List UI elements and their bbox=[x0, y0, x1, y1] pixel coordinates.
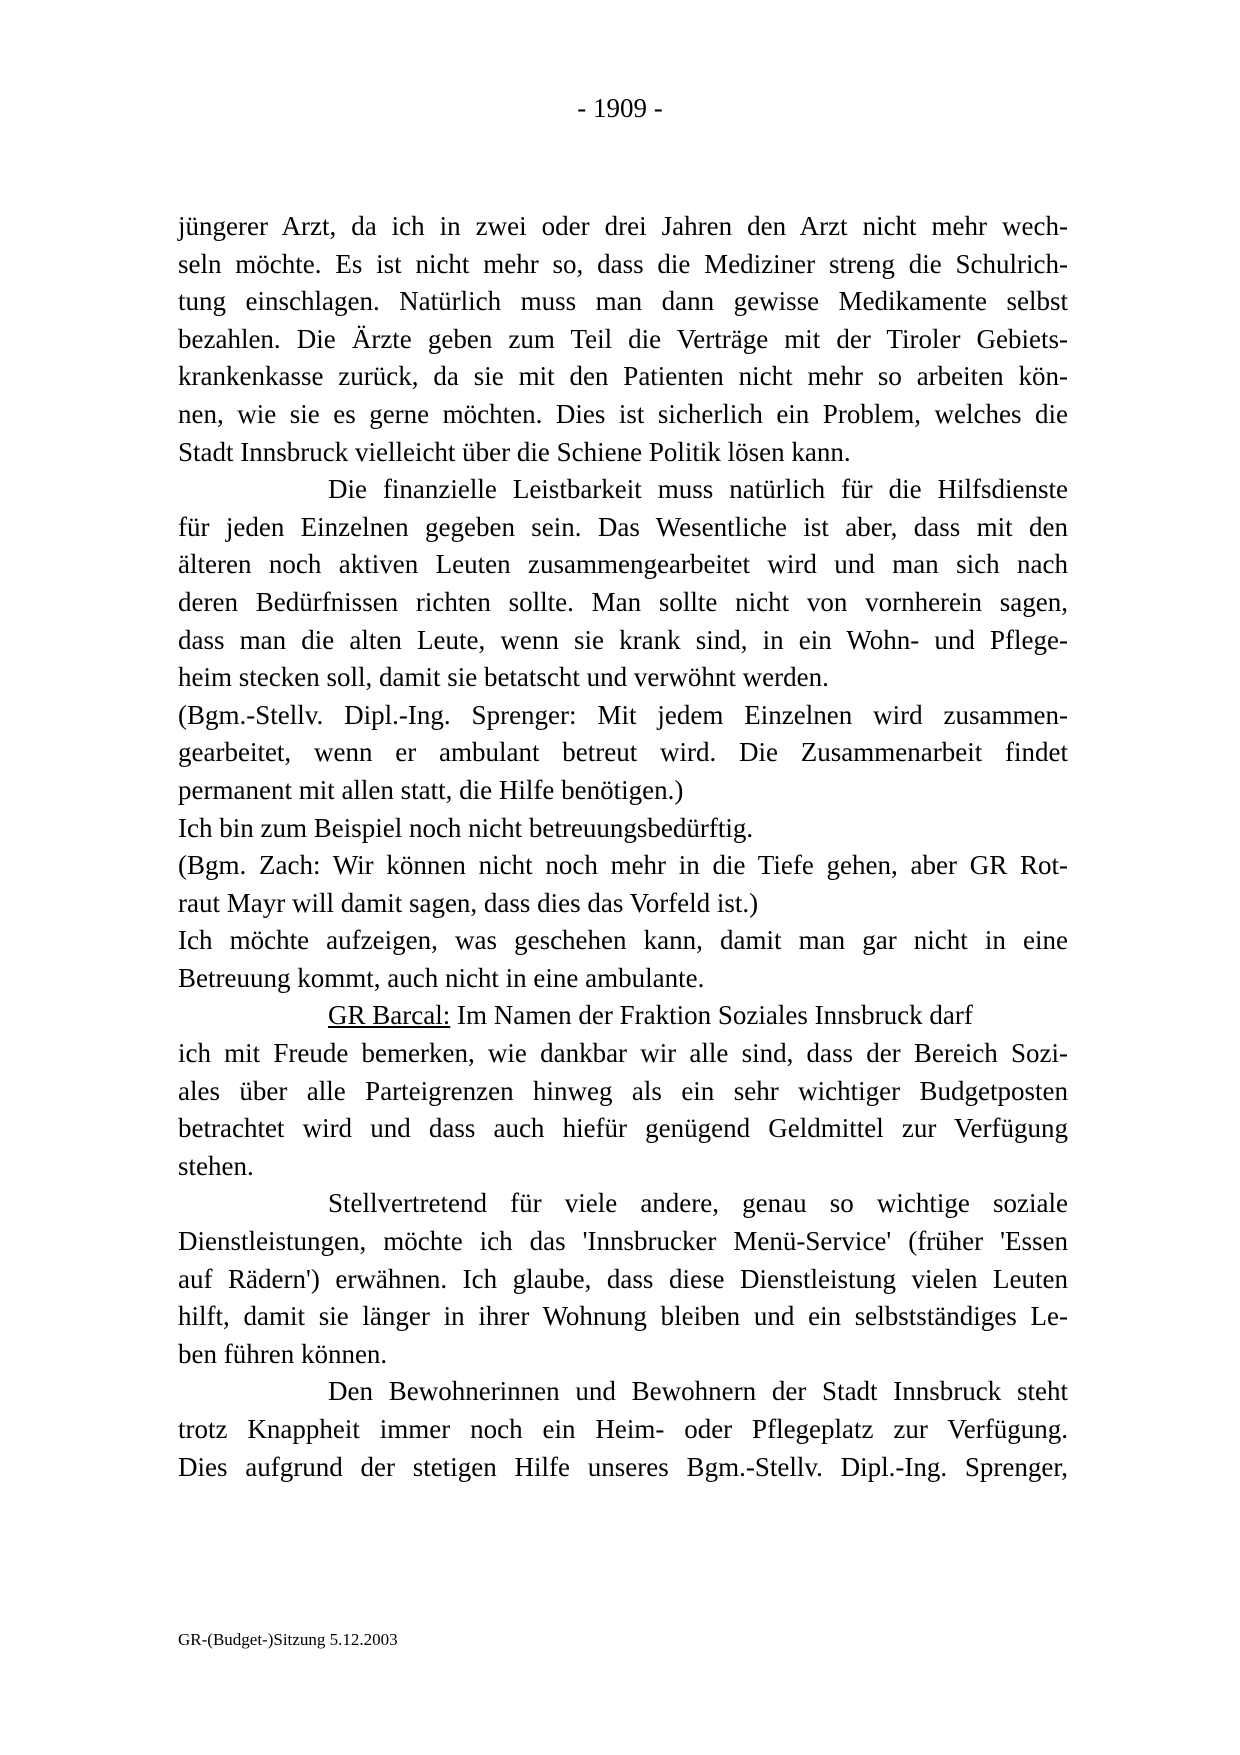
text-line: betrachtet wird und dass auch hiefür genügend Geldmittel zur Verfügung bbox=[178, 1113, 1068, 1144]
text-line: trotz Knappheit immer noch ein Heim- oder Pflegeplatz zur Verfügung. bbox=[178, 1414, 1068, 1444]
text-line: stehen. bbox=[178, 1150, 254, 1181]
text-line: Ich bin zum Beispiel noch nicht betreuungsbedürftig. bbox=[178, 812, 754, 843]
text-line: gearbeitet, wenn er ambulant betreut wird. Die Zusammenarbeit findet bbox=[178, 737, 1068, 768]
text-line: raut Mayr will damit sagen, dass dies das Vorfeld ist.) bbox=[178, 887, 759, 918]
text-line: älteren noch aktiven Leuten zusammengearbeitet wird und man sich nach bbox=[178, 549, 1068, 580]
footer-session-info: GR-(Budget-)Sitzung 5.12.2003 bbox=[178, 1630, 398, 1649]
text-line: dass man die alten Leute, wenn sie krank sind, in ein Wohn- und Pflege- bbox=[178, 624, 1068, 655]
text-line: tung einschlagen. Natürlich muss man dann gewisse Medikamente selbst bbox=[178, 286, 1068, 317]
text-line: krankenkasse zurück, da sie mit den Patienten nicht mehr so arbeiten kön- bbox=[178, 361, 1068, 392]
text-line: ben führen können. bbox=[178, 1338, 388, 1369]
text-line: Stellvertretend für viele andere, genau so wichtige soziale bbox=[328, 1188, 1068, 1219]
text-line: Den Bewohnerinnen und Bewohnern der Stadt Innsbruck steht bbox=[328, 1376, 1068, 1407]
text-line: (Bgm. Zach: Wir können nicht noch mehr in die Tiefe gehen, aber GR Rot- bbox=[178, 850, 1068, 881]
text-line: Betreuung kommt, auch nicht in eine ambulante. bbox=[178, 962, 705, 993]
text-line: für jeden Einzelnen gegeben sein. Das Wesentliche ist aber, dass mit den bbox=[178, 511, 1068, 542]
speaker-line bbox=[178, 997, 1068, 1035]
text-line: bezahlen. Die Ärzte geben zum Teil die Verträge mit der Tiroler Gebiets- bbox=[178, 323, 1068, 354]
text-line: Stadt Innsbruck vielleicht über die Schiene Politik lösen kann. bbox=[178, 436, 851, 467]
text-line: seln möchte. Es ist nicht mehr so, dass die Mediziner streng die Schulrich- bbox=[178, 248, 1068, 279]
text-line: deren Bedürfnissen richten sollte. Man sollte nicht von vornherein sagen, bbox=[178, 586, 1068, 617]
text-line: Die finanzielle Leistbarkeit muss natürlich für die Hilfsdienste bbox=[328, 474, 1068, 505]
text-line: hilft, damit sie länger in ihrer Wohnung bleiben und ein selbstständiges Le- bbox=[178, 1301, 1068, 1332]
text-line: (Bgm.-Stellv. Dipl.-Ing. Sprenger: Mit jedem Einzelnen wird zusammen- bbox=[178, 699, 1068, 730]
speaker-name: GR Barcal: bbox=[328, 1000, 451, 1031]
speaker-line-text: Im Namen der Fraktion Soziales Innsbruck darf bbox=[450, 1000, 973, 1031]
text-line: ich mit Freude bemerken, wie dankbar wir alle sind, dass der Bereich Sozi- bbox=[178, 1038, 1068, 1069]
text-line: Dies aufgrund der stetigen Hilfe unseres Bgm.-Stellv. Dipl.-Ing. Sprenger, bbox=[178, 1451, 1068, 1482]
text-line: heim stecken soll, damit sie betatscht und verwöhnt werden. bbox=[178, 662, 829, 693]
text-line: jüngerer Arzt, da ich in zwei oder drei Jahren den Arzt nicht mehr wech- bbox=[178, 211, 1068, 241]
page-number: - 1909 - bbox=[577, 93, 663, 123]
text-line: auf Rädern') erwähnen. Ich glaube, dass diese Dienstleistung vielen Leuten bbox=[178, 1263, 1068, 1294]
text-line: Ich möchte aufzeigen, was geschehen kann, damit man gar nicht in eine bbox=[178, 925, 1068, 956]
text-line: ales über alle Parteigrenzen hinweg als ein sehr wichtiger Budgetposten bbox=[178, 1075, 1068, 1106]
document-body bbox=[178, 208, 1068, 1486]
text-line: permanent mit allen statt, die Hilfe benötigen.) bbox=[178, 774, 684, 805]
text-line: nen, wie sie es gerne möchten. Dies ist sicherlich ein Problem, welches die bbox=[178, 398, 1068, 429]
text-line: Dienstleistungen, möchte ich das 'Innsbrucker Menü-Service' (früher 'Essen bbox=[178, 1226, 1068, 1257]
